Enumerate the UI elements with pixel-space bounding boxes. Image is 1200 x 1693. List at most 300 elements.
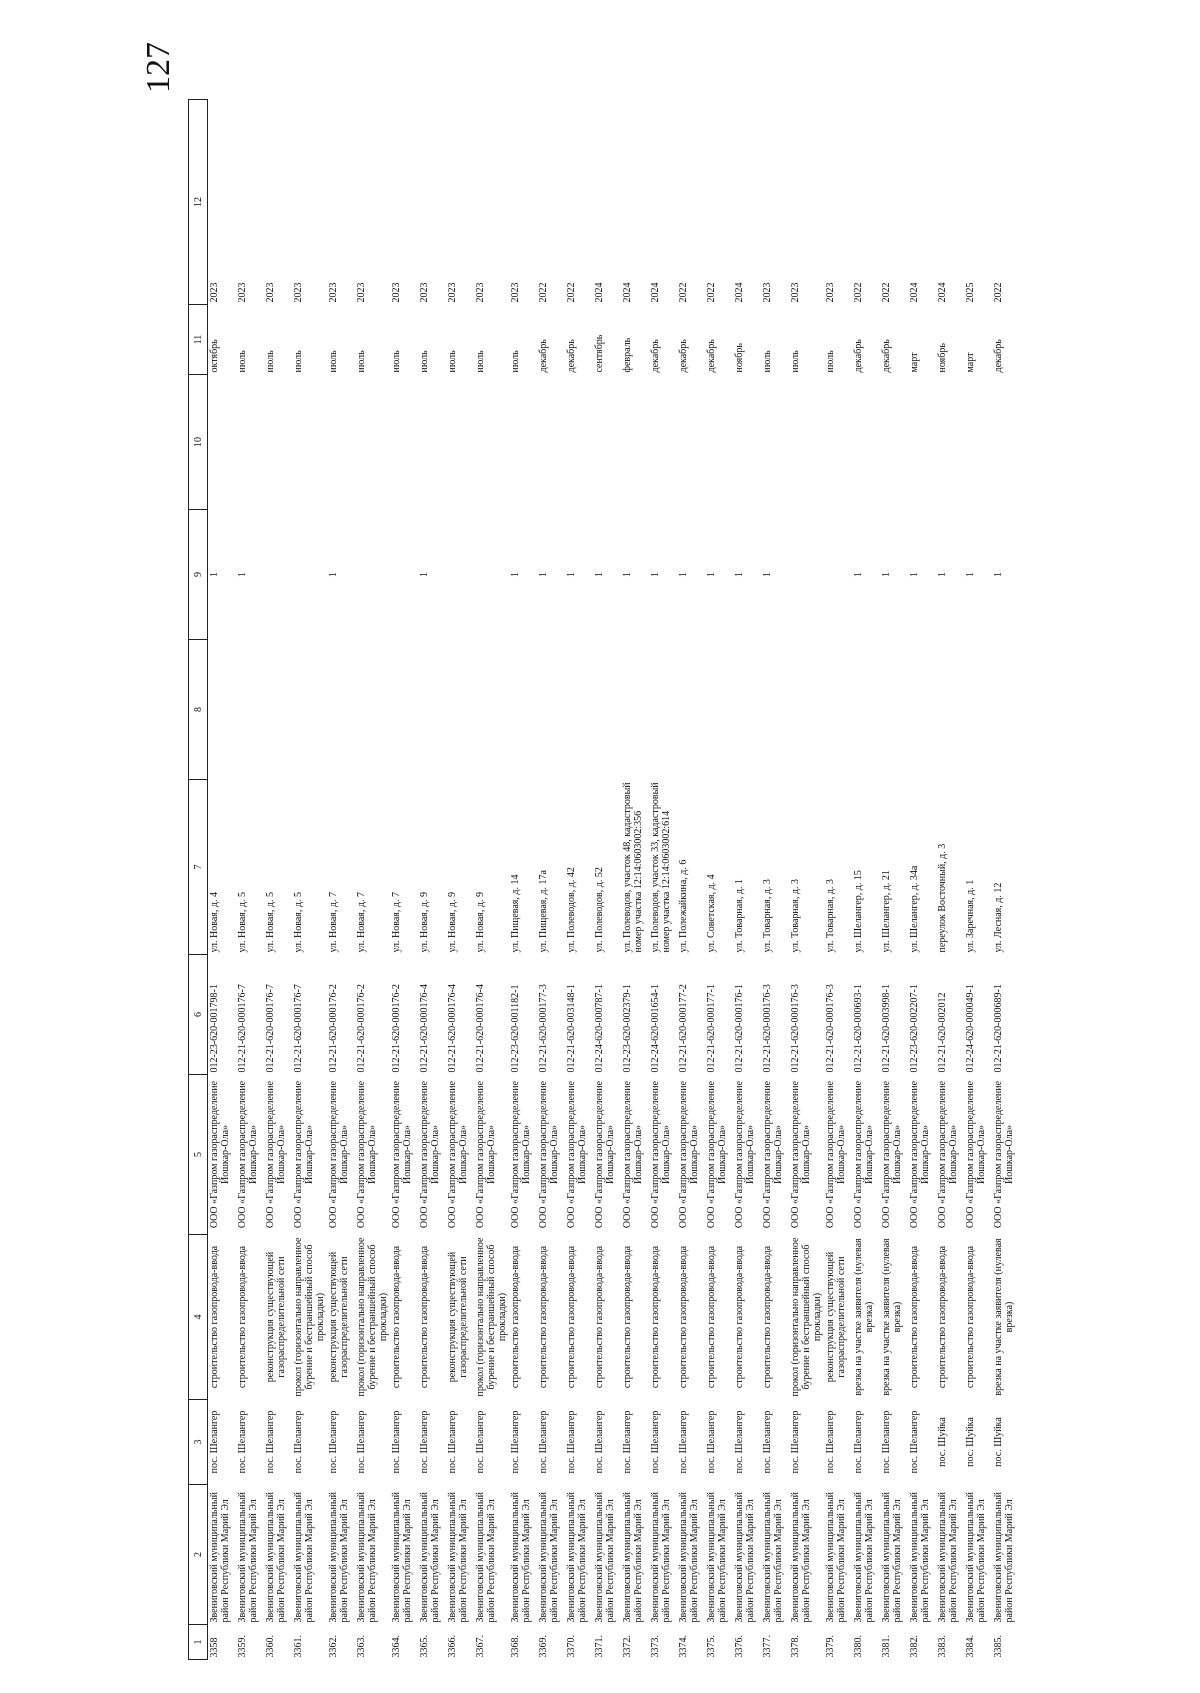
table-row [292, 100, 327, 1660]
address-cell: ул. Советская, д. 4 [705, 874, 717, 953]
organization-cell: ООО «Газпром газораспределение Йошкар-Ола» [908, 1080, 931, 1229]
quantity-cell: 1 [565, 572, 577, 577]
table-row [264, 100, 292, 1660]
address-cell: ул. Новая, д. 9 [418, 892, 430, 953]
month-cell: июль [292, 350, 304, 373]
quantity-cell: 1 [880, 572, 892, 577]
settlement-cell: пос. Шелангер [677, 1410, 689, 1474]
column-8-cell [264, 640, 292, 780]
table-row [705, 100, 733, 1660]
organization-cell: ООО «Газпром газораспределение Йошкар-Ола» [992, 1080, 1015, 1229]
year-cell: 2022 [992, 282, 1004, 303]
district-cell: Звениговский муниципальный район Республики Марий Эл [733, 1492, 756, 1623]
header-cell: 10 [189, 375, 208, 510]
quantity-cell: 1 [992, 572, 1004, 577]
work-type-cell: прокол (горизонтально направленное бурение и бестраншейный способ прокладки) [789, 1237, 823, 1397]
work-type-cell: реконструкция существующей газораспределительной сети [446, 1251, 469, 1383]
quantity-cell: 1 [537, 572, 549, 577]
month-cell: октябрь [209, 339, 220, 373]
application-code-cell: 012-21-620-003148-1 [565, 984, 577, 1073]
header-cell: 11 [189, 305, 208, 375]
organization-cell: ООО «Газпром газораспределение Йошкар-Ола» [593, 1080, 616, 1229]
work-type-cell: прокол (горизонтально направленное бурение и бестраншейный способ прокладки) [355, 1237, 389, 1397]
column-10-cell [390, 375, 418, 510]
quantity-cell: 1 [761, 572, 773, 577]
row-number-cell: 3359. [236, 1635, 248, 1658]
row-number-cell: 3369. [537, 1635, 549, 1658]
address-cell: ул. Полежайкина, д. 6 [677, 859, 689, 953]
year-cell: 2023 [509, 282, 521, 303]
address-cell: ул. Лесная, д. 12 [992, 882, 1004, 953]
table-row [649, 100, 677, 1660]
quantity-cell: 1 [936, 572, 948, 577]
organization-cell: ООО «Газпром газораспределение Йошкар-Ола» [789, 1080, 812, 1229]
district-cell: Звениговский муниципальный район Республики Марий Эл [761, 1492, 784, 1623]
organization-cell: ООО «Газпром газораспределение Йошкар-Ола» [880, 1080, 903, 1229]
application-code-cell: 012-23-620-001182-1 [509, 984, 521, 1073]
organization-cell: ООО «Газпром газораспределение Йошкар-Ола» [733, 1080, 756, 1229]
application-code-cell: 012-21-620-000176-4 [474, 984, 486, 1073]
district-cell: Звениговский муниципальный район Республики Марий Эл [446, 1492, 469, 1623]
application-code-cell: 012-24-620-000049-1 [964, 984, 976, 1073]
address-cell: ул. Новая, д. 7 [355, 892, 367, 953]
application-code-cell: 012-21-620-000176-2 [390, 984, 402, 1073]
column-10-cell [593, 375, 621, 510]
row-number-cell: 3371. [593, 1635, 605, 1658]
address-cell: ул. Товарная, д. 1 [733, 879, 745, 953]
column-8-cell [418, 640, 446, 780]
quantity-cell [355, 510, 390, 640]
header-cell: 12 [189, 100, 208, 305]
work-type-cell: строительство газопровода-ввода [705, 1245, 717, 1389]
month-cell: июль [824, 350, 836, 373]
quantity-cell: 1 [621, 572, 633, 577]
work-type-cell: строительство газопровода-ввода [649, 1245, 661, 1389]
column-10-cell [621, 375, 649, 510]
row-number-cell: 3360. [264, 1635, 276, 1658]
district-cell: Звениговский муниципальный район Республики Марий Эл [789, 1492, 812, 1623]
gas-connection-table [188, 99, 1020, 1660]
column-8-cell [236, 640, 264, 780]
column-10-cell [649, 375, 677, 510]
month-cell: ноябрь [733, 343, 745, 373]
month-cell: июль [446, 350, 458, 373]
column-8-cell [761, 640, 789, 780]
column-10-cell [264, 375, 292, 510]
table-row [537, 100, 565, 1660]
row-number-cell: 3358 [209, 1637, 220, 1658]
district-cell: Звениговский муниципальный район Республики Марий Эл [936, 1492, 959, 1623]
address-cell: ул. Заречная, д. 1 [964, 879, 976, 953]
organization-cell: ООО «Газпром газораспределение Йошкар-Ола» [264, 1080, 287, 1229]
quantity-cell: 1 [705, 572, 717, 577]
row-number-cell: 3379. [824, 1635, 836, 1658]
column-10-cell [824, 375, 852, 510]
settlement-cell: пос. Шелангер [264, 1410, 276, 1474]
district-cell: Звениговский муниципальный район Республики Марий Эл [992, 1492, 1015, 1623]
column-10-cell [733, 375, 761, 510]
organization-cell: ООО «Газпром газораспределение Йошкар-Ола» [418, 1080, 441, 1229]
application-code-cell: 012-21-620-000689-1 [992, 984, 1004, 1073]
application-code-cell: 012-21-620-000176-3 [824, 984, 836, 1073]
settlement-cell: пос. Шелангер [355, 1410, 367, 1474]
district-cell: Звениговский муниципальный район Республики Марий Эл [593, 1492, 616, 1623]
year-cell: 2024 [649, 282, 661, 303]
column-8-cell [908, 640, 936, 780]
application-code-cell: 012-21-620-000176-1 [733, 984, 745, 1073]
column-8-cell [390, 640, 418, 780]
column-10-cell [852, 375, 880, 510]
address-cell: ул. Пищевая, д. 14 [509, 874, 521, 953]
organization-cell: ООО «Газпром газораспределение Йошкар-Ола» [621, 1080, 644, 1229]
organization-cell: ООО «Газпром газораспределение Йошкар-Ола» [355, 1080, 378, 1229]
row-number-cell: 3377. [761, 1635, 773, 1658]
column-10-cell [474, 375, 509, 510]
address-cell: ул. Пищевая, д. 17а [537, 870, 549, 953]
application-code-cell: 012-21-620-000177-1 [705, 984, 717, 1073]
work-type-cell: строительство газопровода-ввода [209, 1245, 220, 1389]
column-8-cell [789, 640, 824, 780]
application-code-cell: 012-21-620-000176-2 [355, 984, 367, 1073]
work-type-cell: врезка на участке заявителя (нулевая врезка) [992, 1238, 1015, 1396]
table-row [593, 100, 621, 1660]
year-cell: 2023 [355, 282, 367, 303]
row-number-cell: 3381. [880, 1635, 892, 1658]
district-cell: Звениговский муниципальный район Республики Марий Эл [880, 1492, 903, 1623]
month-cell: декабрь [852, 339, 864, 373]
address-cell: ул. Полеводов, участок 48, кадастровый номер участка 12:14:0603002:356 [621, 782, 644, 953]
year-cell: 2023 [292, 282, 304, 303]
settlement-cell: пос. Шелангер [789, 1410, 801, 1474]
year-cell: 2023 [418, 282, 430, 303]
quantity-cell [264, 510, 292, 640]
row-number-cell: 3363. [355, 1635, 367, 1658]
organization-cell: ООО «Газпром газораспределение Йошкар-Ола» [852, 1080, 875, 1229]
district-cell: Звениговский муниципальный район Республики Марий Эл [292, 1492, 315, 1623]
table-row [761, 100, 789, 1660]
quantity-cell: 1 [677, 572, 689, 577]
column-10-cell [509, 375, 537, 510]
organization-cell: ООО «Газпром газораспределение Йошкар-Ола» [824, 1080, 847, 1229]
header-cell: 1 [189, 1625, 208, 1660]
organization-cell: ООО «Газпром газораспределение Йошкар-Ола» [390, 1080, 413, 1229]
organization-cell: ООО «Газпром газораспределение Йошкар-Ола» [565, 1080, 588, 1229]
column-8-cell [677, 640, 705, 780]
organization-cell: ООО «Газпром газораспределение Йошкар-Ола» [209, 1080, 231, 1229]
quantity-cell [474, 510, 509, 640]
table-row [621, 100, 649, 1660]
row-number-cell: 3373. [649, 1635, 661, 1658]
work-type-cell: строительство газопровода-ввода [761, 1245, 773, 1389]
month-cell: декабрь [992, 339, 1004, 373]
column-8-cell [824, 640, 852, 780]
month-cell: декабрь [677, 339, 689, 373]
district-cell: Звениговский муниципальный район Республики Марий Эл [236, 1492, 259, 1623]
row-number-cell: 3366. [446, 1635, 458, 1658]
district-cell: Звениговский муниципальный район Республики Марий Эл [509, 1492, 532, 1623]
row-number-cell: 3374. [677, 1635, 689, 1658]
settlement-cell: пос. Шелангер [705, 1410, 717, 1474]
year-cell: 2022 [565, 282, 577, 303]
header-cell: 9 [189, 510, 208, 640]
column-8-cell [292, 640, 327, 780]
settlement-cell: пос. Шелангер [621, 1410, 633, 1474]
work-type-cell: строительство газопровода-ввода [733, 1245, 745, 1389]
address-cell: ул. Товарная, д. 3 [789, 879, 801, 953]
settlement-cell: пос. Шелангер [327, 1410, 339, 1474]
settlement-cell: пос. Шелангер [209, 1410, 220, 1474]
quantity-cell [789, 510, 824, 640]
header-cell: 2 [189, 1485, 208, 1625]
address-cell: ул. Полеводов, участок 33, кадастровый номер участка 12:14:0603002:614 [649, 782, 672, 953]
table-row [565, 100, 593, 1660]
work-type-cell: строительство газопровода-ввода [537, 1245, 549, 1389]
year-cell: 2024 [908, 282, 920, 303]
address-cell: ул. Товарная, д. 3 [761, 879, 773, 953]
quantity-cell: 1 [509, 572, 521, 577]
application-code-cell: 012-21-620-000176-2 [327, 984, 339, 1073]
year-cell: 2024 [733, 282, 745, 303]
settlement-cell: пос. Шуйка [992, 1417, 1004, 1467]
settlement-cell: пос. Шелангер [824, 1410, 836, 1474]
address-cell: ул. Полеводов, д. 52 [593, 867, 605, 953]
quantity-cell: 1 [327, 572, 339, 577]
district-cell: Звениговский муниципальный район Республики Марий Эл [621, 1492, 644, 1623]
year-cell: 2022 [705, 282, 717, 303]
settlement-cell: пос. Шелангер [880, 1410, 892, 1474]
quantity-cell: 1 [964, 572, 976, 577]
column-10-cell [964, 375, 992, 510]
work-type-cell: врезка на участке заявителя (нулевая врезка) [880, 1238, 903, 1396]
column-8-cell [327, 640, 355, 780]
table-row [992, 100, 1020, 1660]
organization-cell: ООО «Газпром газораспределение Йошкар-Ола» [705, 1080, 728, 1229]
address-cell: ул. Новая, д. 4 [209, 892, 220, 953]
column-8-cell [880, 640, 908, 780]
district-cell: Звениговский муниципальный район Республики Марий Эл [649, 1492, 672, 1623]
table-row [446, 100, 474, 1660]
address-cell: переулок Восточный, д. 3 [936, 843, 948, 953]
year-cell: 2023 [264, 282, 276, 303]
table-row [852, 100, 880, 1660]
year-cell: 2024 [621, 282, 633, 303]
application-code-cell: 012-24-620-000787-1 [593, 984, 605, 1073]
table-row [733, 100, 761, 1660]
row-number-cell: 3370. [565, 1635, 577, 1658]
organization-cell: ООО «Газпром газораспределение Йошкар-Ола» [649, 1080, 672, 1229]
column-10-cell [208, 375, 236, 510]
table-row [327, 100, 355, 1660]
work-type-cell: строительство газопровода-ввода [908, 1245, 920, 1389]
district-cell: Звениговский муниципальный район Республики Марий Эл [705, 1492, 728, 1623]
district-cell: Звениговский муниципальный район Республики Марий Эл [677, 1492, 700, 1623]
address-cell: ул. Новая, д. 5 [292, 892, 304, 953]
address-cell: ул. Новая, д. 9 [446, 892, 458, 953]
column-8-cell [705, 640, 733, 780]
organization-cell: ООО «Газпром газораспределение Йошкар-Ола» [292, 1080, 315, 1229]
year-cell: 2023 [236, 282, 248, 303]
column-8-cell [593, 640, 621, 780]
month-cell: июль [264, 350, 276, 373]
settlement-cell: пос. Шелангер [292, 1410, 304, 1474]
address-cell: ул. Шелангер, д. 34а [908, 865, 920, 953]
column-10-cell [292, 375, 327, 510]
organization-cell: ООО «Газпром газораспределение Йошкар-Ола» [236, 1080, 259, 1229]
address-cell: ул. Новая, д. 7 [390, 892, 402, 953]
work-type-cell: врезка на участке заявителя (нулевая врезка) [852, 1238, 875, 1396]
month-cell: февраль [621, 337, 633, 373]
column-8-cell [474, 640, 509, 780]
quantity-cell [390, 510, 418, 640]
quantity-cell [446, 510, 474, 640]
district-cell: Звениговский муниципальный район Республики Марий Эл [537, 1492, 560, 1623]
settlement-cell: пос. Шелангер [593, 1410, 605, 1474]
month-cell: март [964, 352, 976, 373]
row-number-cell: 3376. [733, 1635, 745, 1658]
row-number-cell: 3372. [621, 1635, 633, 1658]
settlement-cell: пос. Шелангер [537, 1410, 549, 1474]
work-type-cell: строительство газопровода-ввода [390, 1245, 402, 1389]
organization-cell: ООО «Газпром газораспределение Йошкар-Ола» [474, 1080, 497, 1229]
header-cell: 7 [189, 780, 208, 955]
organization-cell: ООО «Газпром газораспределение Йошкар-Ола» [964, 1080, 987, 1229]
work-type-cell: строительство газопровода-ввода [964, 1245, 976, 1389]
address-cell: ул. Новая, д. 7 [327, 892, 339, 953]
application-code-cell: 012-21-620-000176-3 [761, 984, 773, 1073]
quantity-cell: 1 [649, 572, 661, 577]
column-8-cell [537, 640, 565, 780]
application-code-cell: 012-23-620-002207-1 [908, 984, 920, 1073]
year-cell: 2022 [852, 282, 864, 303]
year-cell: 2022 [677, 282, 689, 303]
district-cell: Звениговский муниципальный район Республики Марий Эл [852, 1492, 875, 1623]
column-8-cell [852, 640, 880, 780]
column-10-cell [236, 375, 264, 510]
year-cell: 2023 [824, 282, 836, 303]
table-row [964, 100, 992, 1660]
application-code-cell: 012-21-620-000176-7 [264, 984, 276, 1073]
page-number: 127 [140, 42, 177, 93]
table-row [789, 100, 824, 1660]
column-10-cell [418, 375, 446, 510]
row-number-cell: 3362. [327, 1635, 339, 1658]
year-cell: 2024 [593, 282, 605, 303]
district-cell: Звениговский муниципальный район Республики Марий Эл [327, 1492, 350, 1623]
organization-cell: ООО «Газпром газораспределение Йошкар-Ола» [936, 1080, 959, 1229]
settlement-cell: пос. Шелангер [761, 1410, 773, 1474]
table-row [474, 100, 509, 1660]
district-cell: Звениговский муниципальный район Республики Марий Эл [418, 1492, 441, 1623]
column-8-cell [964, 640, 992, 780]
district-cell: Звениговский муниципальный район Республики Марий Эл [209, 1492, 231, 1623]
table-body [208, 100, 1020, 1660]
district-cell: Звениговский муниципальный район Республики Марий Эл [565, 1492, 588, 1623]
column-10-cell [446, 375, 474, 510]
address-cell: ул. Товарная, д. 3 [824, 879, 836, 953]
organization-cell: ООО «Газпром газораспределение Йошкар-Ола» [677, 1080, 700, 1229]
year-cell: 2024 [936, 282, 948, 303]
column-8-cell [208, 640, 236, 780]
work-type-cell: реконструкция существующей газораспределительной сети [264, 1251, 287, 1383]
address-cell: ул. Полеводов, д. 42 [565, 867, 577, 953]
quantity-cell: 1 [908, 572, 920, 577]
month-cell: март [908, 352, 920, 373]
application-code-cell: 012-21-620-000176-4 [418, 984, 430, 1073]
table-row [509, 100, 537, 1660]
table-row [390, 100, 418, 1660]
column-10-cell [355, 375, 390, 510]
year-cell: 2023 [390, 282, 402, 303]
header-row [189, 100, 208, 1660]
table-row [418, 100, 446, 1660]
row-number-cell: 3368. [509, 1635, 521, 1658]
application-code-cell: 012-21-620-000176-7 [292, 984, 304, 1073]
application-code-cell: 012-21-620-000176-7 [236, 984, 248, 1073]
quantity-cell: 1 [852, 572, 864, 577]
application-code-cell: 012-21-620-000176-4 [446, 984, 458, 1073]
column-10-cell [761, 375, 789, 510]
month-cell: июль [355, 350, 367, 373]
work-type-cell: строительство газопровода-ввода [593, 1245, 605, 1389]
application-code-cell: 012-21-620-000177-2 [677, 984, 689, 1073]
settlement-cell: пос. Шелангер [418, 1410, 430, 1474]
quantity-cell: 1 [209, 572, 220, 577]
work-type-cell: строительство газопровода-ввода [936, 1245, 948, 1389]
year-cell: 2023 [446, 282, 458, 303]
district-cell: Звениговский муниципальный район Республики Марий Эл [964, 1492, 987, 1623]
row-number-cell: 3361. [292, 1635, 304, 1658]
organization-cell: ООО «Газпром газораспределение Йошкар-Ола» [761, 1080, 784, 1229]
settlement-cell: пос. Шуйка [936, 1417, 948, 1467]
settlement-cell: пос. Шелангер [908, 1410, 920, 1474]
row-number-cell: 3367. [474, 1635, 486, 1658]
quantity-cell [292, 510, 327, 640]
table-row [236, 100, 264, 1660]
quantity-cell: 1 [733, 572, 745, 577]
district-cell: Звениговский муниципальный район Республики Марий Эл [355, 1492, 378, 1623]
month-cell: июль [761, 350, 773, 373]
month-cell: июль [327, 350, 339, 373]
month-cell: июль [789, 350, 801, 373]
column-10-cell [327, 375, 355, 510]
address-cell: ул. Новая, д. 5 [264, 892, 276, 953]
work-type-cell: строительство газопровода-ввода [418, 1245, 430, 1389]
row-number-cell: 3365. [418, 1635, 430, 1658]
table-row [880, 100, 908, 1660]
application-code-cell: 012-21-620-000177-3 [537, 984, 549, 1073]
header-cell: 4 [189, 1235, 208, 1400]
month-cell: июль [236, 350, 248, 373]
district-cell: Звениговский муниципальный район Республики Марий Эл [824, 1492, 847, 1623]
quantity-cell: 1 [593, 572, 605, 577]
year-cell: 2023 [761, 282, 773, 303]
address-cell: ул. Новая, д. 5 [236, 892, 248, 953]
settlement-cell: пос. Шелангер [649, 1410, 661, 1474]
column-8-cell [936, 640, 964, 780]
organization-cell: ООО «Газпром газораспределение Йошкар-Ола» [537, 1080, 560, 1229]
year-cell: 2022 [880, 282, 892, 303]
row-number-cell: 3384. [964, 1635, 976, 1658]
organization-cell: ООО «Газпром газораспределение Йошкар-Ола» [509, 1080, 532, 1229]
month-cell: июль [390, 350, 402, 373]
column-10-cell [677, 375, 705, 510]
header-cell: 8 [189, 640, 208, 780]
settlement-cell: пос. Шелангер [236, 1410, 248, 1474]
year-cell: 2025 [964, 282, 976, 303]
column-8-cell [509, 640, 537, 780]
row-number-cell: 3378. [789, 1635, 801, 1658]
work-type-cell: реконструкция существующей газораспределительной сети [824, 1251, 847, 1383]
